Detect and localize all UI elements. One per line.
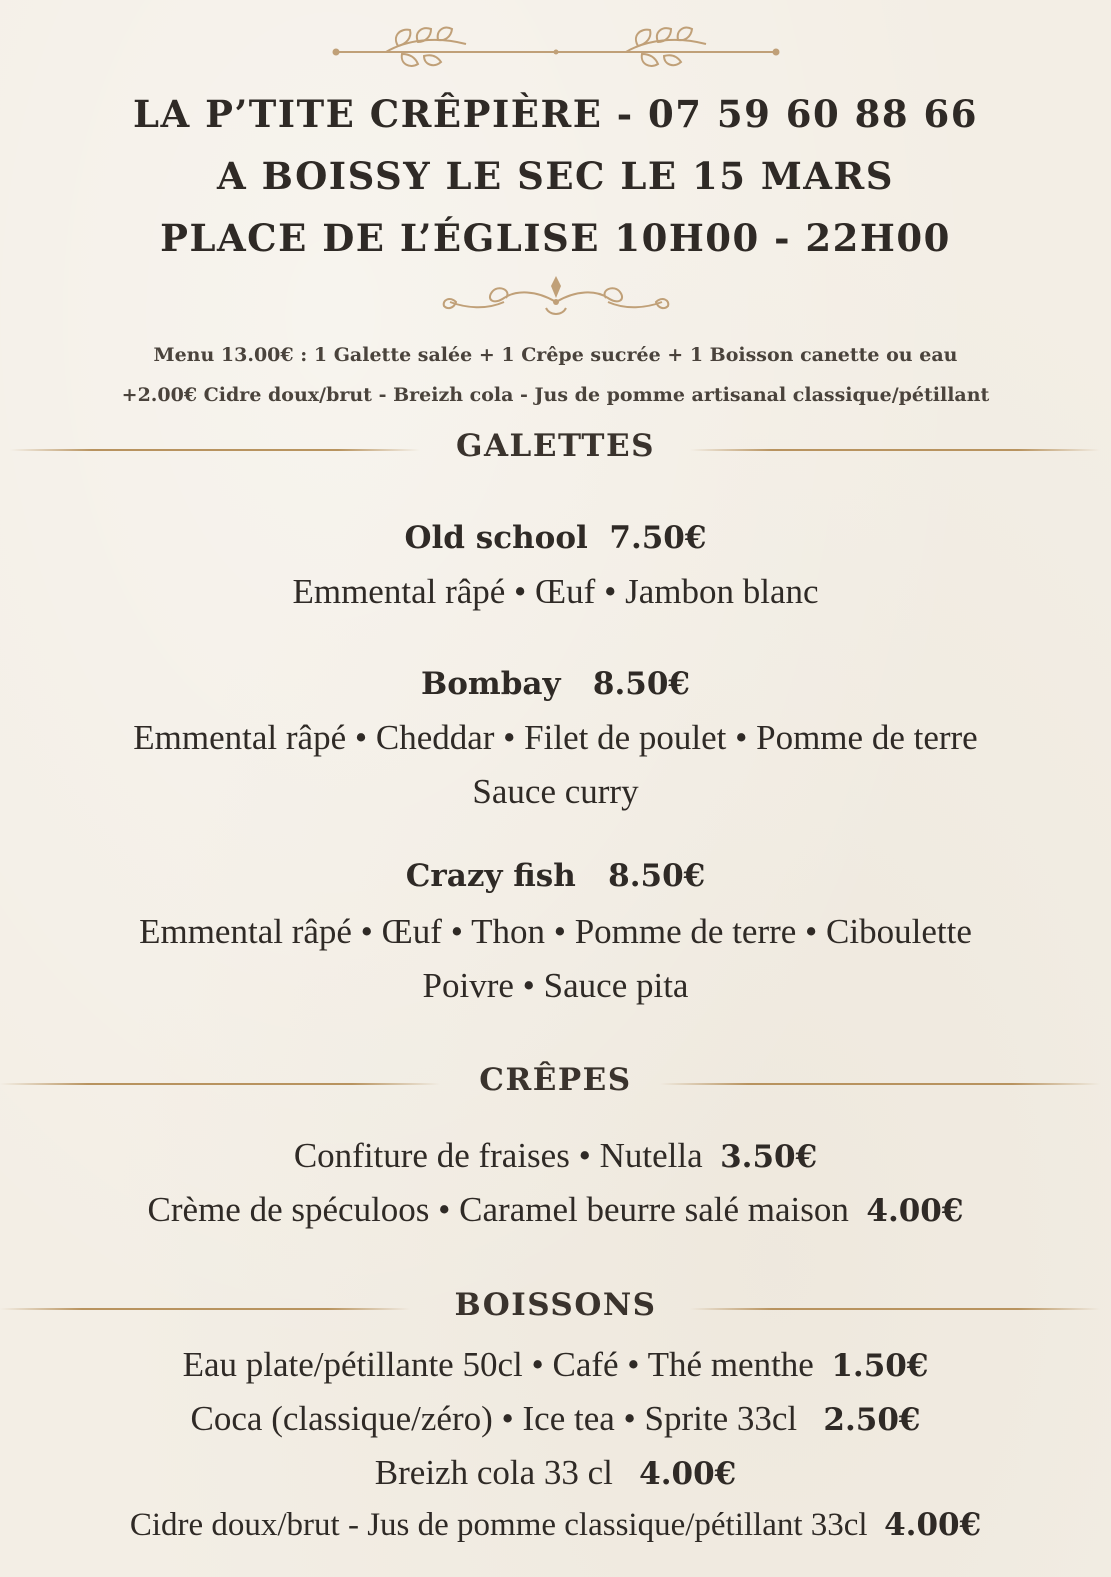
crepe-row: Confiture de fraises • Nutella 3.50€: [293, 1136, 818, 1175]
header-title: LA P’TITE CRÊPIÈRE - 07 59 60 88 66: [132, 92, 979, 136]
galette-desc: Emmental râpé • Œuf • Jambon blanc: [292, 572, 819, 611]
section-crepes: [0, 1062, 1111, 1102]
drink-price: 1.50€: [831, 1348, 929, 1384]
galette-price: 8.50€: [608, 858, 706, 894]
menu-supplement-line: +2.00€ Cidre doux/brut - Breizh cola - Jus de pomme artisanal classique/pétillant: [121, 384, 990, 406]
section-title: BOISSONS: [454, 1287, 657, 1323]
header-location: A BOISSY LE SEC LE 15 MARS: [217, 154, 894, 198]
galette-desc: Emmental râpé • Œuf • Thon • Pomme de terre • Ciboulette: [139, 912, 972, 951]
galette-name-old-school: Old school 7.50€: [404, 520, 707, 556]
drink-price: 4.00€: [639, 1456, 737, 1492]
drink-row: Coca (classique/zéro) • Ice tea • Sprite 33cl 2.50€: [190, 1399, 921, 1438]
galette-desc: Poivre • Sauce pita: [422, 966, 689, 1005]
drink-row: Cidre doux/brut - Jus de pomme classique/pétillant 33cl 4.00€: [129, 1507, 982, 1543]
galette-desc: Sauce curry: [472, 772, 639, 811]
drink-row: Breizh cola 33 cl 4.00€: [374, 1453, 737, 1492]
header-hours: PLACE DE L’ÉGLISE 10H00 - 22H00: [160, 216, 951, 260]
crepe-row: Crème de spéculoos • Caramel beurre salé maison 4.00€: [147, 1190, 964, 1229]
galette-name-bombay: Bombay 8.50€: [421, 666, 690, 702]
galette-name-crazy-fish: Crazy fish 8.50€: [405, 858, 706, 894]
drink-price: 2.50€: [823, 1402, 921, 1438]
crepe-price: 3.50€: [720, 1139, 818, 1175]
galette-price: 7.50€: [609, 520, 707, 556]
galette-desc: Emmental râpé • Cheddar • Filet de poulet • Pomme de terre: [133, 718, 978, 757]
laurel-ornament-icon: [0, 22, 1111, 80]
galette-price: 8.50€: [592, 666, 690, 702]
section-galettes: [0, 428, 1111, 468]
drink-row: Eau plate/pétillante 50cl • Café • Thé menthe 1.50€: [182, 1345, 929, 1384]
section-title: GALETTES: [456, 428, 655, 464]
drink-price: 4.00€: [884, 1507, 982, 1543]
menu-offer-line: Menu 13.00€ : 1 Galette salée + 1 Crêpe sucrée + 1 Boisson canette ou eau: [153, 344, 958, 366]
section-title: CRÊPES: [479, 1062, 632, 1098]
flourish-ornament-icon: [0, 272, 1111, 324]
section-boissons: [0, 1287, 1111, 1327]
crepe-price: 4.00€: [866, 1193, 964, 1229]
